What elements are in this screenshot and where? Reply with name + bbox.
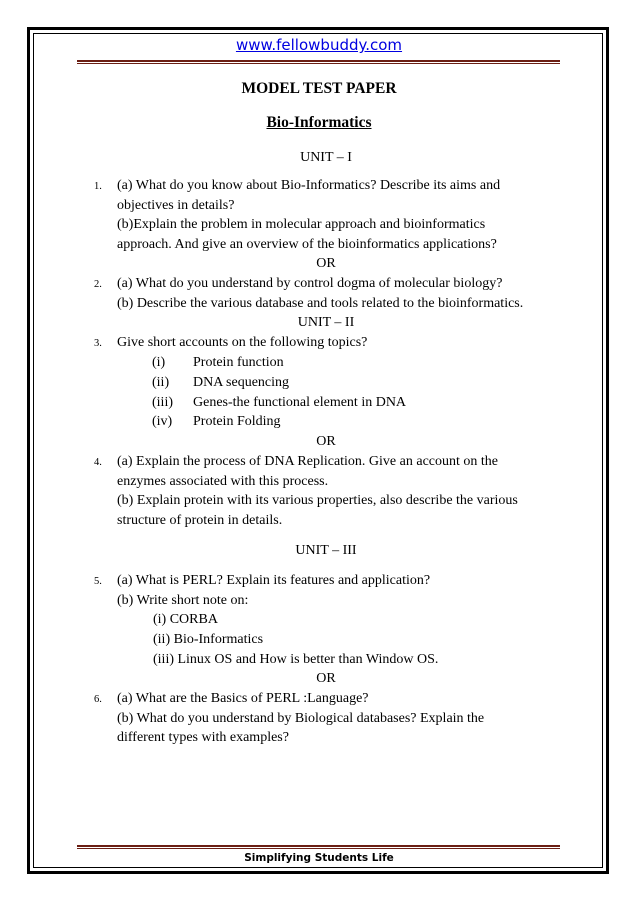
or-separator: OR xyxy=(316,434,336,449)
question-line: (a) What do you know about Bio-Informatics? Describe its aims and xyxy=(117,178,501,193)
topic-text: DNA sequencing xyxy=(193,375,290,390)
question-line: (a) What do you understand by control dogma of molecular biology? xyxy=(117,276,503,291)
topic-text: Genes-the functional element in DNA xyxy=(193,395,407,410)
or-separator: OR xyxy=(316,671,336,686)
topic-text: Protein Folding xyxy=(193,414,281,429)
question-number: 2. xyxy=(94,279,102,290)
question-line: (b) What do you understand by Biological databases? Explain the xyxy=(117,711,485,726)
note-item: (i) CORBA xyxy=(153,612,218,627)
unit-heading: UNIT – I xyxy=(300,150,352,165)
or-separator: OR xyxy=(316,256,336,271)
question-line: (b) Explain protein with its various properties, also describe the various xyxy=(117,493,518,508)
question-line: (a) What is PERL? Explain its features and application? xyxy=(117,573,431,588)
topic-numeral: (iii) xyxy=(152,395,173,410)
question-line: (a) What are the Basics of PERL :Language? xyxy=(117,691,369,706)
question-line: different types with examples? xyxy=(117,730,289,745)
header-divider xyxy=(77,60,560,64)
question-number: 1. xyxy=(94,181,102,192)
question-line: (b) Describe the various database and tools related to the bioinformatics. xyxy=(117,296,524,311)
question-line: Give short accounts on the following topics? xyxy=(117,335,368,350)
topic-text: Protein function xyxy=(193,355,284,370)
topic-numeral: (iv) xyxy=(152,414,173,429)
paper-subtitle: Bio-Informatics xyxy=(266,114,372,131)
note-item: (iii) Linux OS and How is better than Window OS. xyxy=(153,652,439,667)
footer-divider xyxy=(77,845,560,849)
topic-numeral: (i) xyxy=(152,355,166,370)
question-line: objectives in details? xyxy=(117,198,235,213)
question-number: 6. xyxy=(94,694,102,705)
question-line: enzymes associated with this process. xyxy=(117,474,329,489)
topic-numeral: (ii) xyxy=(152,375,170,390)
question-number: 4. xyxy=(94,457,102,468)
header-link[interactable]: www.fellowbuddy.com xyxy=(235,36,403,54)
question-number: 5. xyxy=(94,576,102,587)
question-line: approach. And give an overview of the bioinformatics applications? xyxy=(117,237,497,252)
paper-title: MODEL TEST PAPER xyxy=(241,80,397,97)
unit-heading: UNIT – II xyxy=(297,315,355,330)
question-line: structure of protein in details. xyxy=(117,513,283,528)
unit-heading: UNIT – III xyxy=(295,543,357,558)
question-number: 3. xyxy=(94,338,102,349)
footer-tagline: Simplifying Students Life xyxy=(244,852,394,864)
question-line: (a) Explain the process of DNA Replication. Give an account on the xyxy=(117,454,498,469)
note-item: (ii) Bio-Informatics xyxy=(153,632,264,647)
question-line: (b)Explain the problem in molecular approach and bioinformatics xyxy=(117,217,486,232)
question-line: (b) Write short note on: xyxy=(117,593,249,608)
